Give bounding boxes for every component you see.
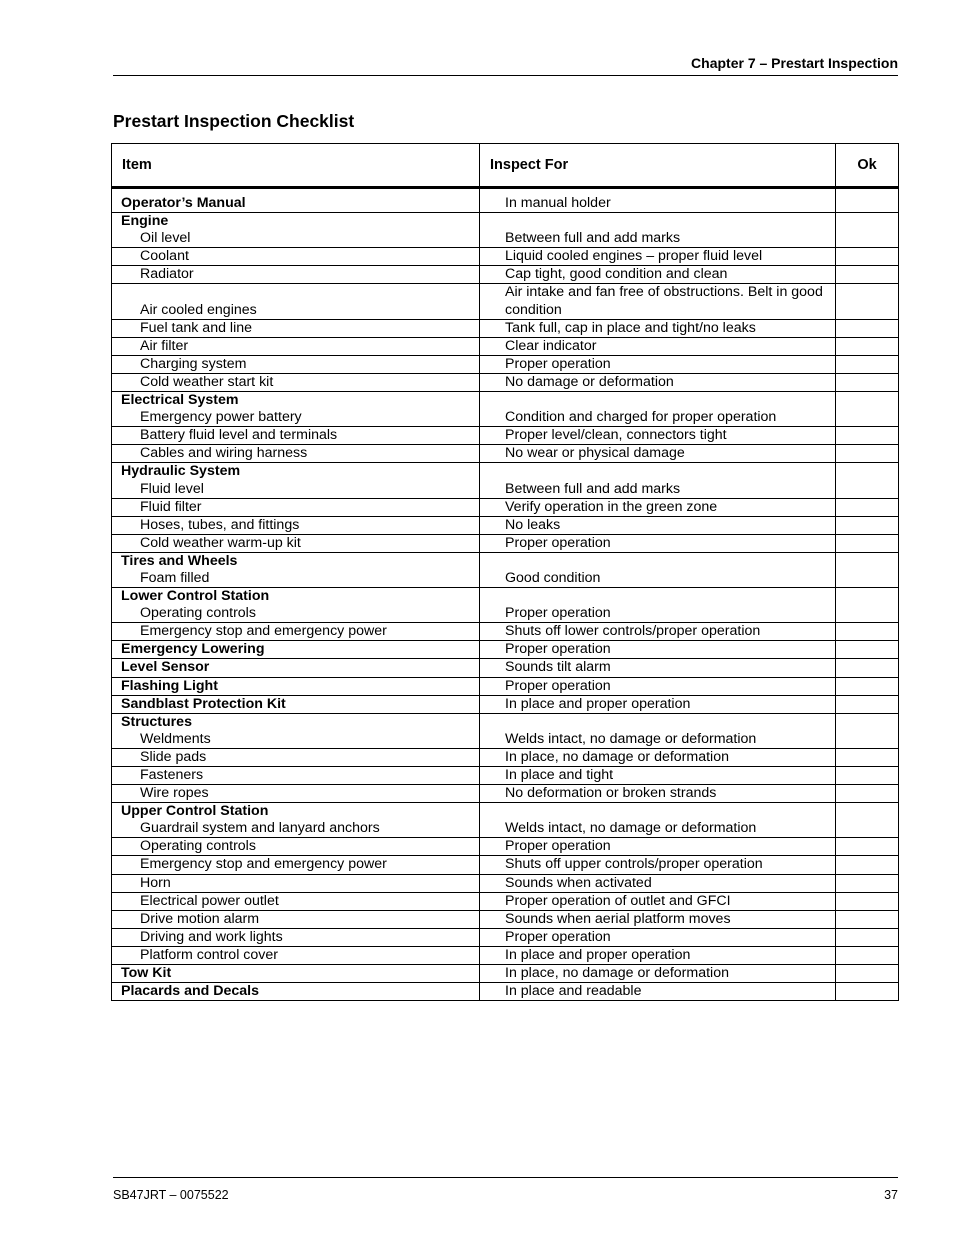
chapter-title: Chapter 7 – Prestart Inspection: [691, 55, 898, 71]
table-row: [112, 623, 899, 641]
table-row: [112, 392, 899, 427]
ok-checkbox-cell: [836, 463, 899, 498]
item-subitem: Emergency stop and emergency power: [112, 623, 480, 641]
inspect-for-cell: Welds intact, no damage or deformation: [480, 713, 836, 748]
page-footer: [113, 1177, 898, 1202]
inspect-for-cell: Proper operation: [480, 677, 836, 695]
table-row: [112, 373, 899, 391]
item-subitem: Oil level: [140, 230, 191, 247]
column-header-item: Item: [112, 144, 480, 188]
inspect-for-cell: Proper operation: [480, 355, 836, 373]
table-row: [112, 319, 899, 337]
item-subitem: Cold weather start kit: [112, 373, 480, 391]
inspect-for-cell: No wear or physical damage: [480, 445, 836, 463]
inspect-for-cell: Proper operation of outlet and GFCI: [480, 892, 836, 910]
ok-checkbox-cell: [836, 677, 899, 695]
item-subitem: Weldments: [140, 730, 211, 747]
ok-checkbox-cell: [836, 392, 899, 427]
inspection-checklist-table: [111, 143, 899, 1001]
table-header-row: [112, 144, 899, 188]
item-section-heading: Tires and Wheels: [121, 552, 238, 569]
ok-checkbox-cell: [836, 965, 899, 983]
inspect-for-cell: Proper level/clean, connectors tight: [480, 427, 836, 445]
item-subitem: Cables and wiring harness: [112, 445, 480, 463]
ok-checkbox-cell: [836, 767, 899, 785]
table-row: [112, 337, 899, 355]
table-row: [112, 748, 899, 766]
inspect-for-cell: No leaks: [480, 516, 836, 534]
item-subitem: Drive motion alarm: [112, 910, 480, 928]
item-subitem: Coolant: [112, 248, 480, 266]
inspect-for-cell: In place and proper operation: [480, 695, 836, 713]
table-row: [112, 965, 899, 983]
item-subitem: Slide pads: [112, 748, 480, 766]
ok-checkbox-cell: [836, 284, 899, 319]
item-subitem: Fluid filter: [112, 498, 480, 516]
inspect-for-cell: In place and readable: [480, 983, 836, 1001]
table-row: [112, 213, 899, 248]
document-id: SB47JRT – 0075522: [113, 1188, 229, 1202]
table-row: [112, 641, 899, 659]
ok-checkbox-cell: [836, 552, 899, 587]
page-title: Prestart Inspection Checklist: [113, 111, 355, 131]
table-row: [112, 767, 899, 785]
ok-checkbox-cell: [836, 892, 899, 910]
ok-checkbox-cell: [836, 445, 899, 463]
table-row: [112, 516, 899, 534]
inspect-for-cell: No deformation or broken strands: [480, 785, 836, 803]
item-subitem: Air filter: [112, 337, 480, 355]
inspect-for-cell: Shuts off upper controls/proper operation: [480, 856, 836, 874]
table-row: [112, 677, 899, 695]
table-row: [112, 266, 899, 284]
inspect-for-cell: Shuts off lower controls/proper operation: [480, 623, 836, 641]
column-header-inspect-for: Inspect For: [480, 144, 836, 188]
item-subitem: Cold weather warm-up kit: [112, 534, 480, 552]
page-header: [113, 54, 898, 76]
item-section-heading: Sandblast Protection Kit: [112, 695, 480, 713]
inspect-for-cell: Condition and charged for proper operation: [480, 392, 836, 427]
item-section-heading: Hydraulic System: [121, 463, 241, 480]
inspect-for-cell: Verify operation in the green zone: [480, 498, 836, 516]
inspect-for-cell: In place, no damage or deformation: [480, 748, 836, 766]
item-section-heading: Engine: [121, 213, 169, 230]
ok-checkbox-cell: [836, 910, 899, 928]
inspect-for-cell: In manual holder: [480, 188, 836, 213]
item-subitem: Battery fluid level and terminals: [112, 427, 480, 445]
item-cell: [112, 392, 480, 427]
ok-checkbox-cell: [836, 319, 899, 337]
inspect-for-cell: Welds intact, no damage or deformation: [480, 803, 836, 838]
inspect-for-cell: Between full and add marks: [480, 463, 836, 498]
ok-checkbox-cell: [836, 248, 899, 266]
table-row: [112, 498, 899, 516]
ok-checkbox-cell: [836, 695, 899, 713]
item-section-heading: Structures: [121, 713, 192, 730]
ok-checkbox-cell: [836, 534, 899, 552]
item-subitem: Horn: [112, 874, 480, 892]
table-row: [112, 983, 899, 1001]
ok-checkbox-cell: [836, 874, 899, 892]
ok-checkbox-cell: [836, 641, 899, 659]
inspect-for-cell: No damage or deformation: [480, 373, 836, 391]
table-row: [112, 803, 899, 838]
ok-checkbox-cell: [836, 713, 899, 748]
item-cell: [112, 713, 480, 748]
inspect-for-cell: Proper operation: [480, 588, 836, 623]
inspect-for-cell: Sounds when aerial platform moves: [480, 910, 836, 928]
item-section-heading: Electrical System: [121, 392, 239, 409]
item-cell: [112, 552, 480, 587]
inspect-for-cell: Clear indicator: [480, 337, 836, 355]
inspect-for-cell: In place and proper operation: [480, 946, 836, 964]
ok-checkbox-cell: [836, 803, 899, 838]
ok-checkbox-cell: [836, 355, 899, 373]
inspect-for-cell: Between full and add marks: [480, 213, 836, 248]
table-row: [112, 713, 899, 748]
ok-checkbox-cell: [836, 498, 899, 516]
item-subitem: Operating controls: [112, 838, 480, 856]
inspect-for-cell: Proper operation: [480, 534, 836, 552]
item-section-heading: Tow Kit: [112, 965, 480, 983]
ok-checkbox-cell: [836, 588, 899, 623]
table-row: [112, 248, 899, 266]
ok-checkbox-cell: [836, 983, 899, 1001]
checklist-body: [112, 188, 899, 1001]
item-subitem: Fuel tank and line: [112, 319, 480, 337]
table-row: [112, 874, 899, 892]
ok-checkbox-cell: [836, 623, 899, 641]
ok-checkbox-cell: [836, 427, 899, 445]
table-row: [112, 284, 899, 319]
item-subitem: Fluid level: [140, 480, 204, 497]
item-section-heading: Lower Control Station: [121, 588, 270, 605]
item-cell: [112, 213, 480, 248]
item-section-heading: Operator’s Manual: [112, 188, 480, 213]
item-subitem: Air cooled engines: [112, 284, 480, 319]
table-row: [112, 552, 899, 587]
item-cell: [112, 803, 480, 838]
ok-checkbox-cell: [836, 213, 899, 248]
item-subitem: Foam filled: [140, 569, 210, 586]
ok-checkbox-cell: [836, 856, 899, 874]
ok-checkbox-cell: [836, 946, 899, 964]
table-row: [112, 785, 899, 803]
table-row: [112, 534, 899, 552]
table-row: [112, 588, 899, 623]
ok-checkbox-cell: [836, 748, 899, 766]
item-subitem: Charging system: [112, 355, 480, 373]
ok-checkbox-cell: [836, 188, 899, 213]
item-subitem: Radiator: [112, 266, 480, 284]
ok-checkbox-cell: [836, 266, 899, 284]
item-subitem: Platform control cover: [112, 946, 480, 964]
table-row: [112, 445, 899, 463]
item-section-heading: Flashing Light: [112, 677, 480, 695]
item-section-heading: Emergency Lowering: [112, 641, 480, 659]
item-subitem: Wire ropes: [112, 785, 480, 803]
table-row: [112, 910, 899, 928]
item-section-heading: Placards and Decals: [112, 983, 480, 1001]
ok-checkbox-cell: [836, 659, 899, 677]
inspect-for-cell: Sounds tilt alarm: [480, 659, 836, 677]
item-subitem: Emergency stop and emergency power: [112, 856, 480, 874]
item-cell: [112, 463, 480, 498]
inspect-for-cell: Sounds when activated: [480, 874, 836, 892]
item-subitem: Guardrail system and lanyard anchors: [140, 820, 380, 837]
item-subitem: Operating controls: [140, 605, 256, 622]
table-row: [112, 188, 899, 213]
table-row: [112, 695, 899, 713]
inspect-for-cell: Tank full, cap in place and tight/no leaks: [480, 319, 836, 337]
item-subitem: Driving and work lights: [112, 928, 480, 946]
inspect-for-cell: In place, no damage or deformation: [480, 965, 836, 983]
column-header-ok: Ok: [836, 144, 899, 188]
inspect-for-cell: Proper operation: [480, 641, 836, 659]
item-section-heading: Upper Control Station: [121, 803, 269, 820]
item-section-heading: Level Sensor: [112, 659, 480, 677]
item-subitem: Emergency power battery: [140, 409, 302, 426]
inspect-for-cell: Proper operation: [480, 838, 836, 856]
ok-checkbox-cell: [836, 785, 899, 803]
inspect-for-cell: Good condition: [480, 552, 836, 587]
table-row: [112, 928, 899, 946]
item-cell: [112, 588, 480, 623]
inspect-for-cell: Air intake and fan free of obstructions. Belt in good condition: [480, 284, 836, 319]
page-number: 37: [884, 1188, 898, 1202]
table-row: [112, 659, 899, 677]
table-row: [112, 892, 899, 910]
item-subitem: Fasteners: [112, 767, 480, 785]
table-row: [112, 856, 899, 874]
item-subitem: Hoses, tubes, and fittings: [112, 516, 480, 534]
item-subitem: Electrical power outlet: [112, 892, 480, 910]
ok-checkbox-cell: [836, 516, 899, 534]
table-row: [112, 946, 899, 964]
inspect-for-cell: Proper operation: [480, 928, 836, 946]
table-row: [112, 463, 899, 498]
inspect-for-cell: Liquid cooled engines – proper fluid level: [480, 248, 836, 266]
inspect-for-cell: In place and tight: [480, 767, 836, 785]
table-row: [112, 838, 899, 856]
ok-checkbox-cell: [836, 373, 899, 391]
table-row: [112, 355, 899, 373]
ok-checkbox-cell: [836, 928, 899, 946]
ok-checkbox-cell: [836, 337, 899, 355]
ok-checkbox-cell: [836, 838, 899, 856]
inspect-for-cell: Cap tight, good condition and clean: [480, 266, 836, 284]
table-row: [112, 427, 899, 445]
